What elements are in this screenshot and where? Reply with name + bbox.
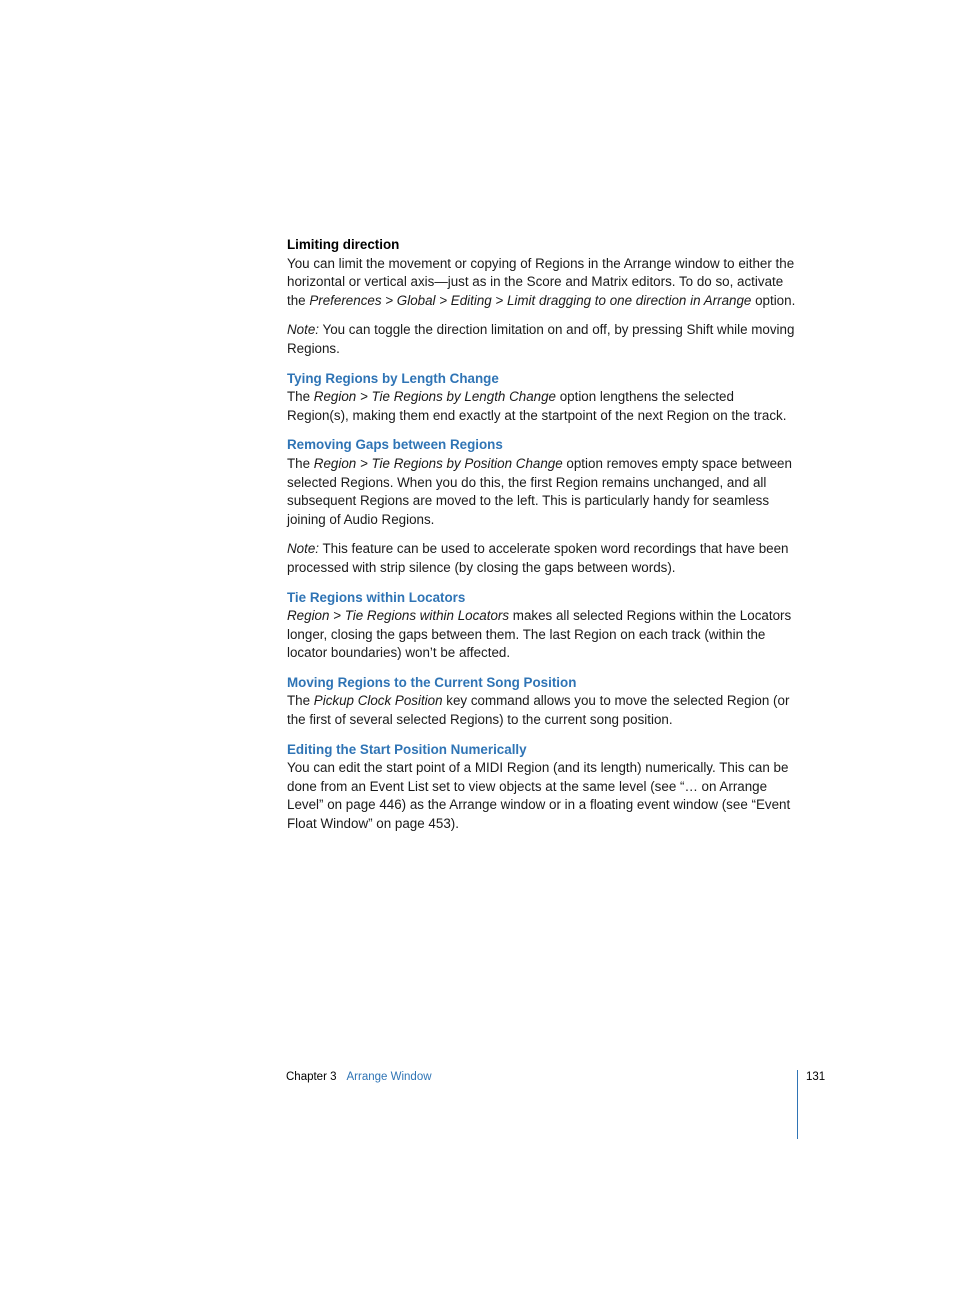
paragraph-editing-start-position: You can edit the start point of a MIDI Region (and its length) numerically. This can be done from an Event List set to view objects at the same level (see “… on Arrange Level” on page 446) as the Arrange window or in a floating event window (see “Event Float Window” on page 453).	[287, 760, 791, 832]
body-text: option.	[751, 292, 796, 308]
note-text: You can toggle the direction limitation on and off, by pressing Shift while moving Regions.	[287, 322, 795, 356]
body-text: The	[287, 693, 314, 709]
menu-path: Region > Tie Regions by Position Change	[313, 455, 563, 471]
page-footer	[286, 1069, 432, 1085]
note-label: Note:	[287, 322, 320, 338]
body-text: The	[287, 389, 314, 405]
footer-chapter-title: Arrange Window	[346, 1071, 432, 1083]
heading-removing-gaps: Removing Gaps between Regions	[287, 437, 503, 453]
note-removing-gaps	[287, 540, 799, 577]
body-text: key command allows you to move the selected Region (or the first of several selected Regions) to the current song position.	[287, 693, 790, 728]
page-number-rule	[797, 1070, 798, 1139]
body-text: makes all selected Regions within the Locators longer, closing the gaps between them. The last Region on each track (within the locator boundaries) won’t be affected.	[287, 608, 792, 661]
body-text: You can limit the movement or copying of Regions in the Arrange window to either the horizontal or vertical axis—just as in the Score and Matrix editors. To do so, activate the	[287, 255, 795, 308]
page-content	[287, 236, 799, 834]
heading-moving-regions: Moving Regions to the Current Song Position	[287, 674, 577, 690]
paragraph-limiting-direction	[287, 255, 799, 311]
paragraph-moving-regions	[287, 692, 799, 729]
footer-chapter-label: Chapter 3	[286, 1071, 337, 1083]
body-text: option lengthens the selected Region(s), making them end exactly at the startpoint of the next Region on the track.	[287, 389, 787, 423]
body-text: option removes empty space between selected Regions. When you do this, the first Region remains unchanged, and all subsequent Regions are moved to the left. This is particularly handy for seamless joining of Audio Regions.	[287, 455, 792, 527]
section-title-limiting-direction: Limiting direction	[287, 237, 400, 252]
heading-tying-regions: Tying Regions by Length Change	[287, 370, 499, 386]
paragraph-removing-gaps	[287, 455, 799, 529]
note-limiting-direction	[287, 321, 799, 358]
menu-path: Preferences > Global > Editing > Limit dragging to one direction in Arrange	[309, 292, 752, 308]
body-text: The	[287, 455, 314, 471]
note-label: Note:	[287, 541, 320, 557]
menu-path: Region > Tie Regions by Length Change	[313, 389, 556, 405]
paragraph-tie-within-locators	[287, 607, 799, 663]
page-number: 131	[806, 1071, 826, 1083]
heading-editing-start-position: Editing the Start Position Numerically	[287, 741, 527, 757]
note-text: This feature can be used to accelerate spoken word recordings that have been processed with strip silence (by closing the gaps between words).	[287, 541, 789, 575]
key-command-name: Pickup Clock Position	[313, 693, 443, 709]
menu-path: Region > Tie Regions within Locators	[287, 608, 510, 624]
heading-tie-within-locators: Tie Regions within Locators	[287, 589, 466, 605]
paragraph-tying-regions	[287, 388, 799, 425]
